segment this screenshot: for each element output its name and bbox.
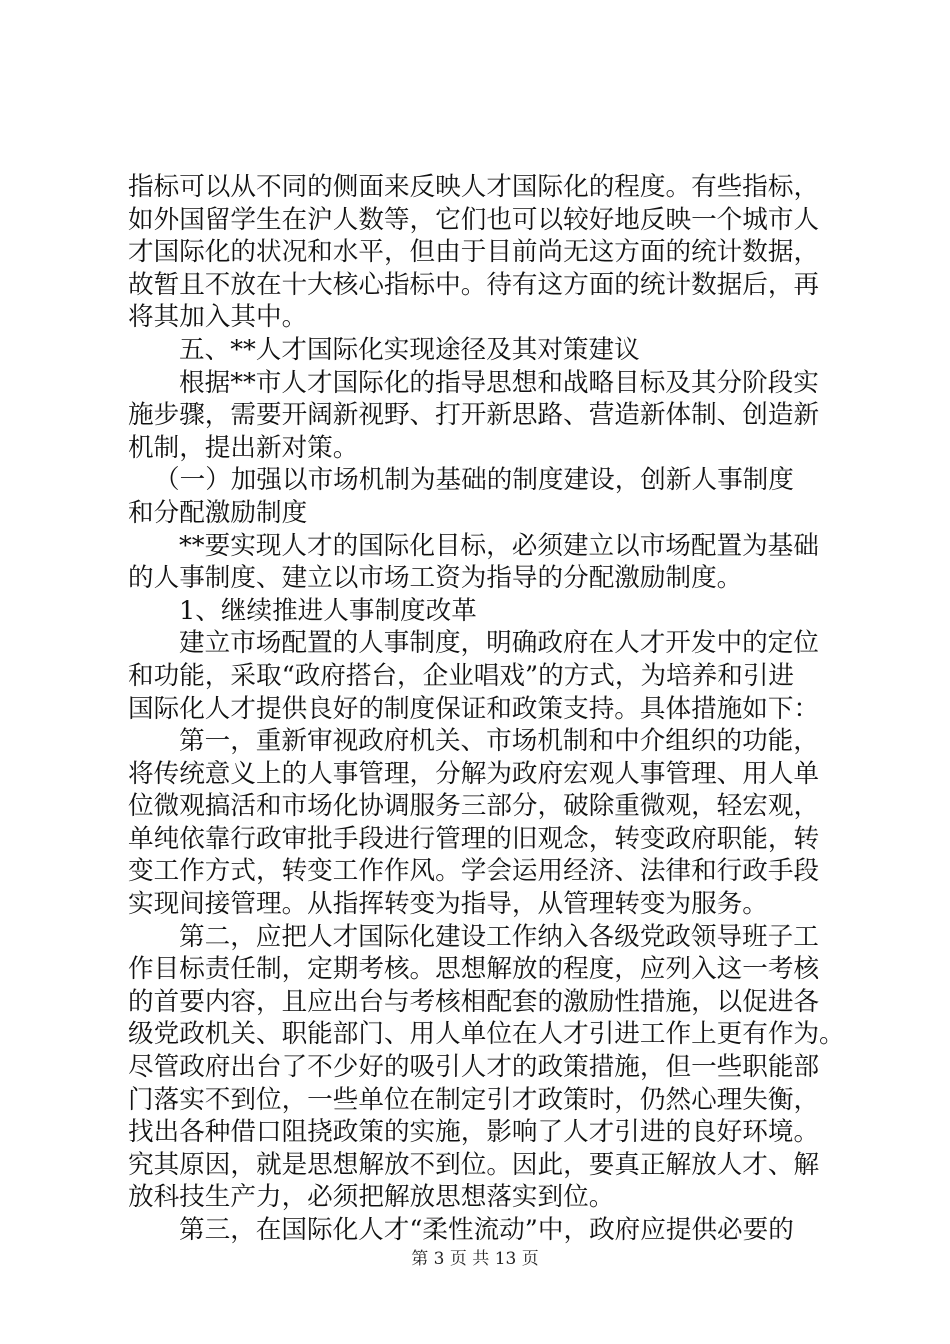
text-line: 第一，重新审视政府机关、市场机制和中介组织的功能，	[179, 726, 819, 757]
text-line: 变工作方式，转变工作作风。学会运用经济、法律和行政手段	[128, 856, 820, 887]
text-line: 机制，提出新对策。	[128, 432, 359, 463]
text-line: 1、继续推进人事制度改革	[179, 595, 477, 626]
text-line: 究其原因，就是思想解放不到位。因此，要真正解放人才、解	[128, 1149, 820, 1180]
text-line: 故暂且不放在十大核心指标中。待有这方面的统计数据后，再	[128, 269, 820, 300]
text-line: 指标可以从不同的侧面来反映人才国际化的程度。有些指标，	[128, 172, 820, 202]
text-line: 国际化人才提供良好的制度保证和政策支持。具体措施如下：	[128, 693, 820, 724]
text-line: 将其加入其中。	[128, 302, 308, 333]
text-line: 的人事制度、建立以市场工资为指导的分配激励制度。	[128, 563, 743, 594]
text-line: 实现间接管理。从指挥转变为指导，从管理转变为服务。	[128, 889, 768, 920]
text-line: 作目标责任制，定期考核。思想解放的程度，应列入这一考核	[128, 954, 820, 985]
text-line: 第二，应把人才国际化建设工作纳入各级党政领导班子工	[179, 921, 819, 952]
document-body	[128, 171, 845, 1247]
text-line: 放科技生产力，必须把解放思想落实到位。	[128, 1182, 615, 1213]
page-footer: 第 3 页 共 13 页	[411, 1249, 539, 1269]
text-line: 尽管政府出台了不少好的吸引人才的政策措施，但一些职能部	[128, 1052, 820, 1083]
text-line: （一）加强以市场机制为基础的制度建设，创新人事制度	[154, 465, 794, 496]
text-line: 单纯依靠行政审批手段进行管理的旧观念，转变政府职能，转	[128, 823, 820, 854]
text-line: 和功能，采取“政府搭台，企业唱戏”的方式，为培养和引进	[128, 660, 795, 691]
text-line: 才国际化的状况和水平，但由于目前尚无这方面的统计数据，	[128, 237, 820, 268]
text-line: 第三，在国际化人才“柔性流动”中，政府应提供必要的	[179, 1215, 794, 1245]
text-line: 建立市场配置的人事制度，明确政府在人才开发中的定位	[179, 628, 819, 659]
text-line: 找出各种借口阻挠政策的实施，影响了人才引进的良好环境。	[128, 1117, 820, 1148]
text-line: 施步骤，需要开阔新视野、打开新思路、营造新体制、创造新	[128, 400, 820, 431]
text-line: **要实现人才的国际化目标，必须建立以市场配置为基础	[179, 530, 819, 561]
text-line: 级党政机关、职能部门、用人单位在人才引进工作上更有作为。	[128, 1019, 845, 1050]
text-line: 门落实不到位，一些单位在制定引才政策时，仍然心理失衡，	[128, 1084, 820, 1115]
text-line: 五、**人才国际化实现途径及其对策建议	[179, 334, 640, 365]
text-line: 如外国留学生在沪人数等，它们也可以较好地反映一个城市人	[128, 204, 820, 235]
text-line: 根据**市人才国际化的指导思想和战略目标及其分阶段实	[179, 367, 819, 398]
text-line: 和分配激励制度	[128, 497, 308, 528]
text-line: 将传统意义上的人事管理，分解为政府宏观人事管理、用人单	[128, 758, 820, 789]
text-line: 位微观搞活和市场化协调服务三部分，破除重微观，轻宏观，	[128, 791, 820, 822]
text-line: 的首要内容，且应出台与考核相配套的激励性措施，以促进各	[128, 986, 820, 1017]
